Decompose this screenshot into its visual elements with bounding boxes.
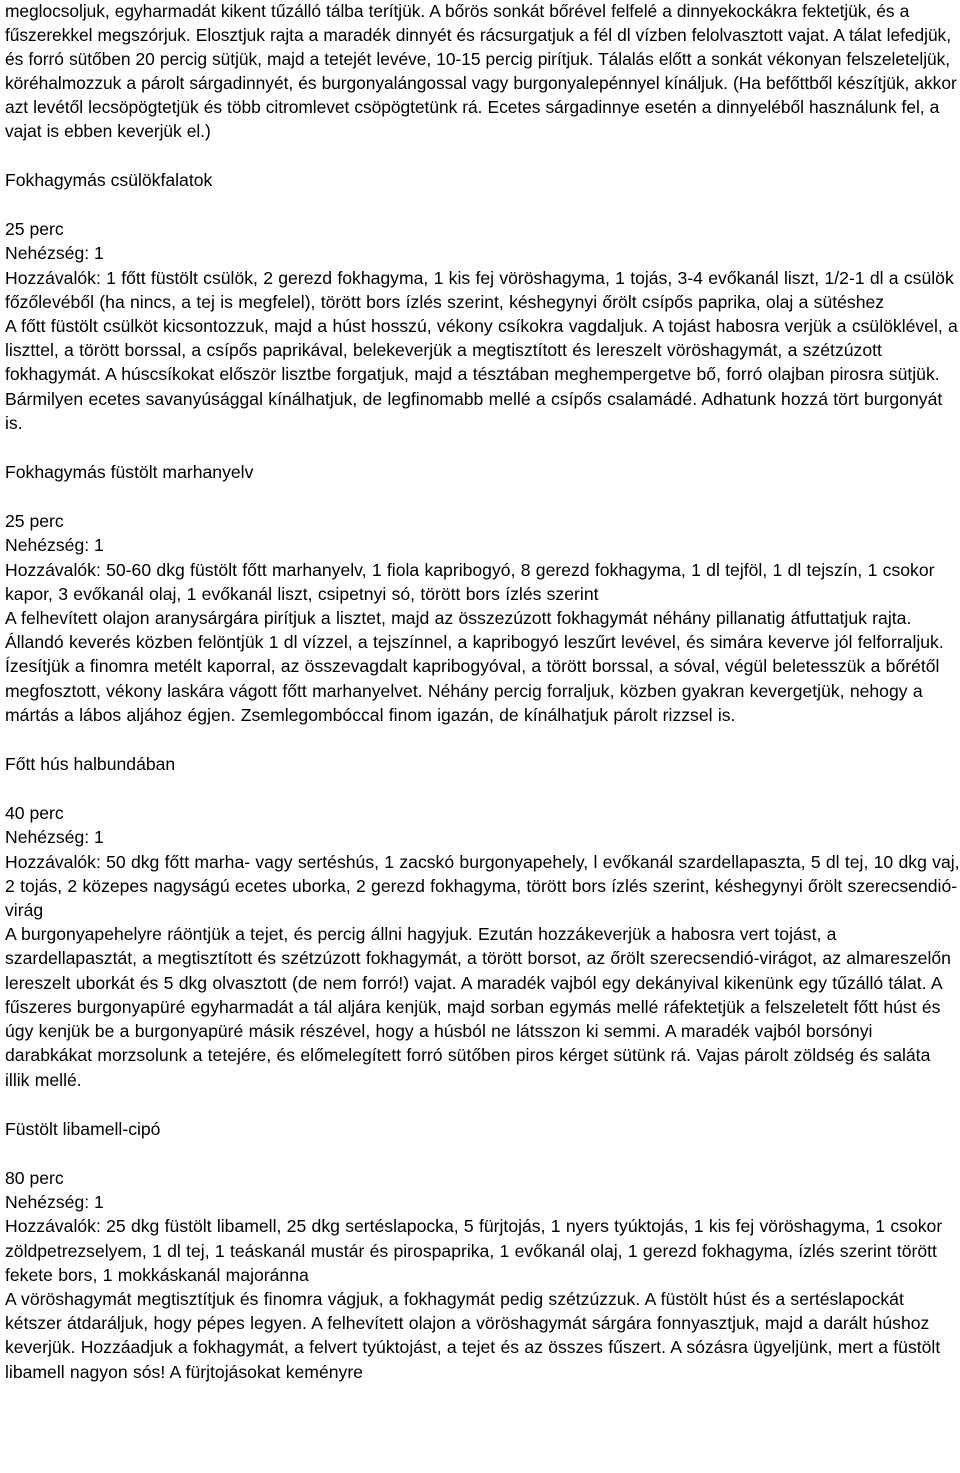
recipe-section: [5, 460, 960, 727]
recipe-method: A vöröshagymát megtisztítjuk és finomra vágjuk, a fokhagymát pedig szétzúzzuk. A füstölt húst és a sertéslapockát kétszer átdaráljuk, hogy pépes legyen. A felhevített olajon a vöröshagymát sárgára fonnyasztjuk, majd a darált húshoz keverjük. Hozzáadjuk a fokhagymát, a felvert tyúktojást, a tejet és az összes fűszert. A sózásra ügyeljünk, mert a füstölt libamell nagyon sós! A fürjtojásokat keményre: [5, 1288, 941, 1382]
recipe-section: [5, 752, 960, 1092]
recipe-title: Füstölt libamell-cipó: [5, 1118, 161, 1139]
recipe-difficulty: Nehézség: 1: [5, 535, 104, 556]
recipe-time: 80 perc: [5, 1167, 64, 1188]
recipe-method: A főtt füstölt csülköt kicsontozzuk, majd a húst hosszú, vékony csíkokra vagdaljuk. A tojást habosra verjük a csülöklével, a liszttel, a törött borssal, a csípős paprikával, belekeverjük a megtisztított és lereszelt vöröshagymát, a szétzúzott fokhagymát. A húscsíkokat először lisztbe forgatjuk, majd a tésztában meghempergetve bő, forró olajban pirosra sütjük. Bármilyen ecetes savanyúsággal kínálhatjuk, de legfinomabb mellé a csípős csalamádé. Adhatunk hozzá tört burgonyát is.: [5, 316, 958, 433]
intro-paragraph: [5, 0, 960, 143]
recipe-time: 25 perc: [5, 511, 64, 532]
recipe-title: Fokhagymás csülökfalatok: [5, 170, 213, 190]
recipe-title: Főtt hús halbundában: [5, 754, 176, 775]
recipe-ingredients: Hozzávalók: 50 dkg főtt marha- vagy sertéshús, 1 zacskó burgonyapehely, l evőkanál szardellapaszta, 5 dl tej, 10 dkg vaj, 2 tojás, 2 közepes nagyságú ecetes uborka, 2 gerezd fokhagyma, törött bors ízlés szerint, késhegynyi őrölt szerecsendió-virág: [5, 851, 960, 921]
recipe-title: Fokhagymás füstölt marhanyelv: [5, 462, 254, 483]
recipe-section: [5, 168, 960, 435]
document-page: [5, 0, 960, 1384]
recipe-ingredients: Hozzávalók: 25 dkg füstölt libamell, 25 dkg sertéslapocka, 5 fürjtojás, 1 nyers tyúktojás, 1 kis fej vöröshagyma, 1 csokor zöldpetrezselyem, 1 dl tej, 1 teáskanál mustár és pirospaprika, 1 evőkanál olaj, 1 gerezd fokhagyma, ízlés szerint törött fekete bors, 1 mokkáskanál majoránna: [5, 1216, 943, 1285]
recipe-ingredients: Hozzávalók: 1 főtt füstölt csülök, 2 gerezd fokhagyma, 1 kis fej vöröshagyma, 1 tojás, 3-4 evőkanál liszt, 1/2-1 dl a csülök főzőlevéből (ha nincs, a tej is megfelel), törött bors ízlés szerint, késhegynyi őrölt csípős paprika, olaj a sütéshez: [5, 267, 954, 312]
recipe-difficulty: Nehézség: 1: [5, 243, 104, 264]
recipe-difficulty: Nehézség: 1: [5, 827, 104, 848]
recipe-method: A felhevített olajon aranysárgára pirítjuk a lisztet, majd az összezúzott fokhagymát néhány pillanatig átfuttatjuk rajta. Állandó keverés közben felöntjük 1 dl vízzel, a tejszínnel, a kapribogyó leszűrt levével, és simára keverve jól felforraljuk. Ízesítjük a finomra metélt kaporral, az összevagdalt kapribogyóval, a törött borssal, a sóval, végül beletesszük a bőrétől megfosztott, vékony laskára vágott főtt marhanyelvet. Néhány percig forraljuk, közben gyakran kevergetjük, nehogy a mártás a lábos aljához égjen. Zsemlegombóccal finom igazán, de kínálhatjuk párolt rizzsel is.: [5, 608, 944, 725]
recipe-time: 40 perc: [5, 803, 64, 824]
recipe-method: A burgonyapehelyre ráöntjük a tejet, és percig állni hagyjuk. Ezután hozzákeverjük a habosra vert tojást, a szardellapasztát, a megtisztított és szétzúzott fokhagymát, a törött borsot, az őrölt szerecsendió-virágot, az almareszelőn lereszelt uborkát és 5 dkg olvasztott (de nem forró!) vajat. A maradék vajból egy dekányival kikenünk egy tűzálló tálat. A fűszeres burgonyapüré egyharmadát a tál aljára kenjük, majd sorban egymás mellé ráfektetjük a felszeletelt főtt húst és úgy kenjük be a burgonyapüré másik részével, hogy a húsból ne látsszon ki semmi. A maradék vajból borsónyi darabkákat morzsolunk a tetejére, és előmelegített forró sütőben piros kérget sütünk rá. Vajas párolt zöldség és saláta illik mellé.: [5, 924, 951, 1090]
recipe-ingredients: Hozzávalók: 50-60 dkg füstölt főtt marhanyelv, 1 fiola kapribogyó, 8 gerezd fokhagyma, 1 dl tejföl, 1 dl tejszín, 1 csokor kapor, 3 evőkanál olaj, 1 evőkanál liszt, csipetnyi só, törött bors ízlés szerint: [5, 559, 935, 604]
recipe-time: 25 perc: [5, 219, 64, 240]
intro-text: meglocsoljuk, egyharmadát kikent tűzálló tálba terítjük. A bőrös sonkát bőrével felfelé a dinnyekockákra fektetjük, és a fűszerekkel megszórjuk. Elosztjuk rajta a maradék dinnyét és rácsurgatjuk a fél dl vízben felolvasztott vajat. A tálat lefedjük, és forró sütőben 20 percig sütjük, majd a tetejét levéve, 10-15 percig pirítjuk. Tálalás előtt a sonkát vékonyan felszeleteljük, köréhalmozzuk a párolt sárgadinnyét, és burgonyalángossal vagy burgonyalepénnyel kínáljuk. (Ha befőttből készítjük, akkor azt levétől lecsöpögtetjük és több citromlevet csöpögtetünk rá. Ecetes sárgadinnye esetén a dinnyeléből használunk fel, a vajat is ebben keverjük el.): [5, 1, 957, 141]
recipe-difficulty: Nehézség: 1: [5, 1192, 104, 1213]
recipe-section: [5, 1117, 960, 1384]
